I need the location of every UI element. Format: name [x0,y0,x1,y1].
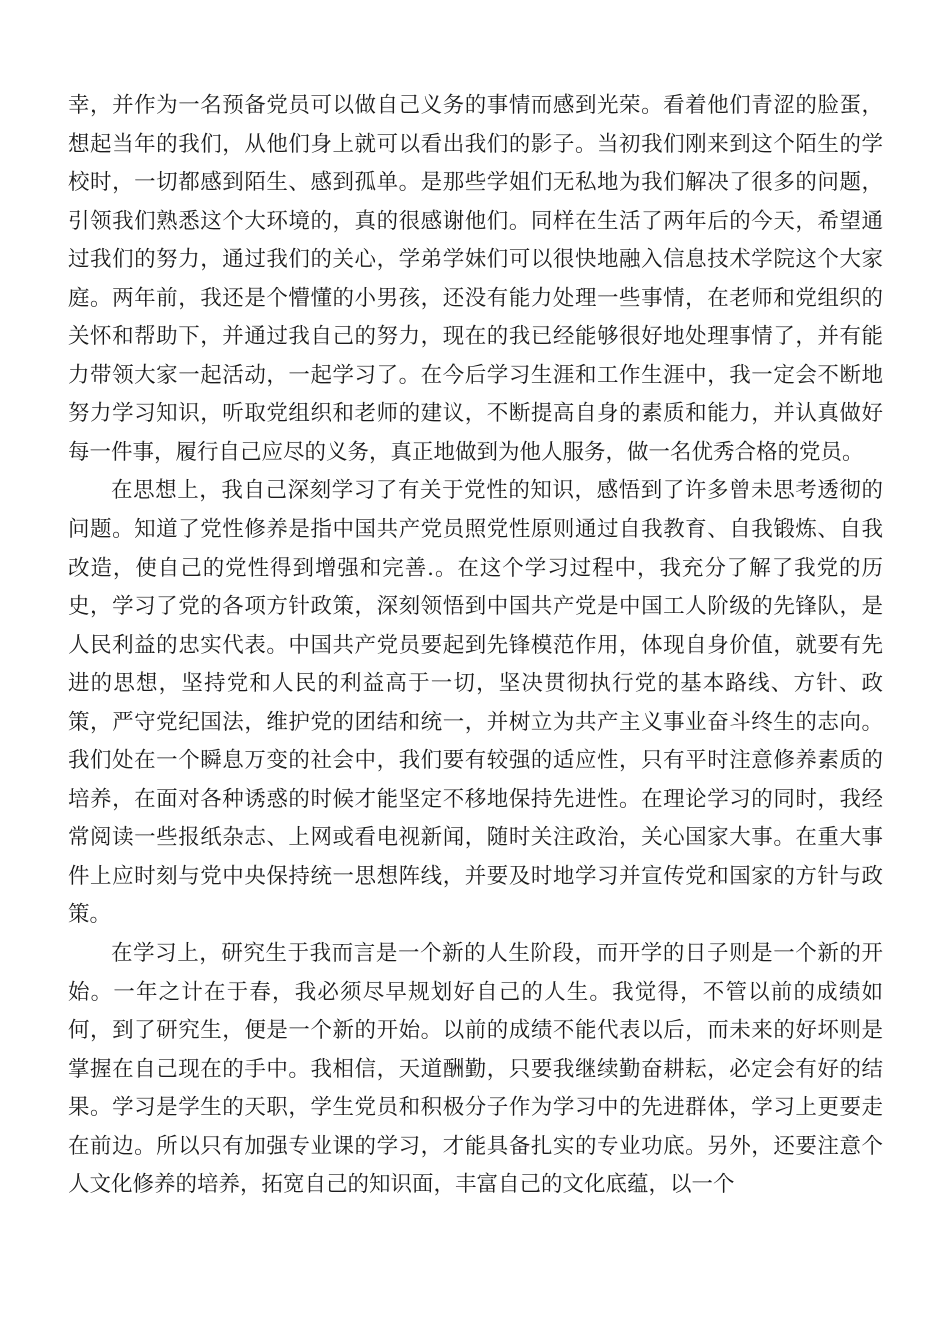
paragraph-3: 在学习上，研究生于我而言是一个新的人生阶段，而开学的日子则是一个新的开始。一年之计在于春，我必须尽早规划好自己的人生。我觉得，不管以前的成绩如何，到了研究生，便是一个新的开始。以前的成绩不能代表以后，而未来的好坏则是掌握在自己现在的手中。我相信，天道酬勤，只要我继续勤奋耕耘，必定会有好的结果。学习是学生的天职，学生党员和积极分子作为学习中的先进群体，学习上更要走在前边。所以只有加强专业课的学习，才能具备扎实的专业功底。另外，还要注意个人文化修养的培养，拓宽自己的知识面，丰富自己的文化底蕴，以一个 [68,941,883,1198]
paragraph-1: 幸，并作为一名预备党员可以做自己义务的事情而感到光荣。看着他们青涩的脸蛋，想起当年的我们，从他们身上就可以看出我们的影子。当初我们刚来到这个陌生的学校时，一切都感到陌生、感到孤单。是那些学姐们无私地为我们解决了很多的问题，引领我们熟悉这个大环境的，真的很感谢他们。同样在生活了两年后的今天，希望通过我们的努力，通过我们的关心，学弟学妹们可以很快地融入信息技术学院这个大家庭。两年前，我还是个懵懂的小男孩，还没有能力处理一些事情，在老师和党组织的关怀和帮助下，并通过我自己的努力，现在的我已经能够很好地处理事情了，并有能力带领大家一起活动，一起学习了。在今后学习生涯和工作生涯中，我一定会不断地努力学习知识，听取党组织和老师的建议，不断提高自身的素质和能力，并认真做好每一件事，履行自己应尽的义务，真正地做到为他人服务，做一名优秀合格的党员。 [68,93,883,465]
paragraph-2: 在思想上，我自己深刻学习了有关于党性的知识，感悟到了许多曾未思考透彻的问题。知道了党性修养是指中国共产党员照党性原则通过自我教育、自我锻炼、自我改造，使自己的党性得到增强和完善.。在这个学习过程中，我充分了解了我党的历史，学习了党的各项方针政策，深刻领悟到中国共产党是中国工人阶级的先锋队，是人民利益的忠实代表。中国共产党员要起到先锋模范作用，体现自身价值，就要有先进的思想，坚持党和人民的利益高于一切，坚决贯彻执行党的基本路线、方针、政策，严守党纪国法，维护党的团结和统一，并树立为共产主义事业奋斗终生的志向。我们处在一个瞬息万变的社会中，我们要有较强的适应性，只有平时注意修养素质的培养，在面对各种诱惑的时候才能坚定不移地保持先进性。在理论学习的同时，我经常阅读一些报纸杂志、上网或看电视新闻，随时关注政治，关心国家大事。在重大事件上应时刻与党中央保持统一思想阵线，并要及时地学习并宣传党和国家的方针与政策。 [68,478,883,928]
document-body [68,87,883,1205]
